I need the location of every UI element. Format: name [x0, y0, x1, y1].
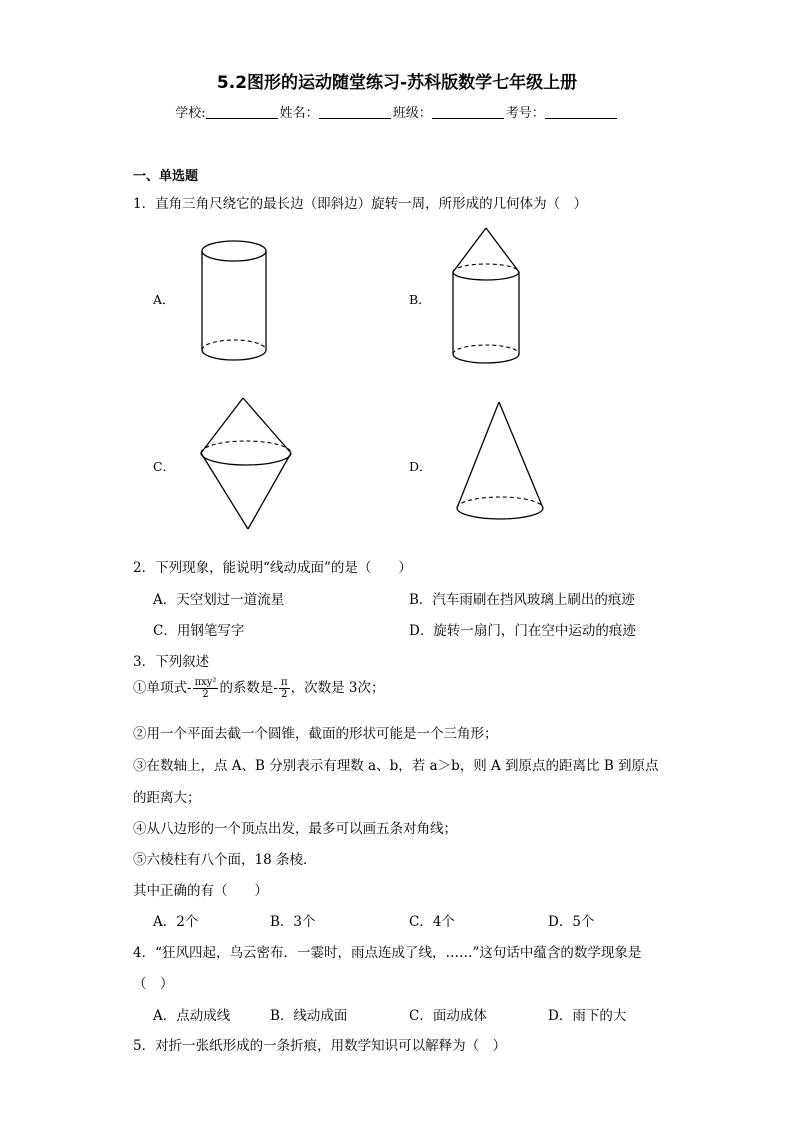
q3-s1-fraction	[193, 677, 219, 700]
q3-s1-fraction-2	[279, 677, 290, 700]
q3-s1-frac2-den: 2	[281, 689, 288, 700]
q2-option-c[interactable]: C．用钢笔写字	[153, 623, 245, 639]
q3-option-b[interactable]: B．3个	[270, 914, 316, 930]
q3-s1-mid: 的系数是-	[219, 680, 278, 696]
q3-statement-1	[133, 676, 384, 700]
double-cone-icon	[196, 396, 296, 532]
exam-no-label: 考号：	[505, 106, 545, 121]
q3-s1-suffix: ，次数是 3次；	[290, 680, 385, 696]
name-blank[interactable]	[319, 106, 391, 119]
question-4-stem-line-2: （ ）	[133, 976, 174, 992]
question-2-stem: 2．下列现象，能说明“线动成面”的是（ ）	[133, 560, 412, 576]
q3-option-d[interactable]: D．5个	[548, 914, 595, 930]
q3-s1-prefix: ①单项式-	[133, 680, 192, 696]
q3-s1-frac-den: 2	[202, 689, 209, 700]
q3-option-c[interactable]: C．4个	[409, 914, 455, 930]
q3-s1-frac2-num: π	[281, 677, 288, 688]
question-5-stem: 5．对折一张纸形成的一条折痕，用数学知识可以解释为（ ）	[133, 1038, 507, 1054]
q4-option-c[interactable]: C．面动成体	[409, 1008, 487, 1024]
q1-option-a-label[interactable]: A．	[153, 292, 175, 307]
q3-statement-4: ④从八边形的一个顶点出发，最多可以画五条对角线；	[133, 821, 457, 837]
class-label: 班级：	[392, 106, 432, 121]
q3-statement-2: ②用一个平面去截一个圆锥，截面的形状可能是一个三角形；	[133, 726, 498, 742]
q3-ask: 其中正确的有（ ）	[133, 883, 268, 899]
cone-icon	[453, 400, 549, 520]
q4-option-b[interactable]: B．线动成面	[270, 1008, 348, 1024]
question-4-stem-line-1: 4．“狂风四起，乌云密布．一霎时，雨点连成了线，……”这句话中蕴含的数学现象是	[133, 945, 642, 961]
q3-s1-frac-num: πxy²	[194, 677, 217, 688]
exam-no-blank[interactable]	[545, 106, 617, 119]
q1-option-b-label[interactable]: B．	[409, 292, 431, 307]
school-label: 学校:	[175, 106, 206, 121]
q3-statement-5: ⑤六棱柱有八个面，18 条棱．	[133, 852, 317, 868]
page-title: 5.2图形的运动随堂练习-苏科版数学七年级上册	[216, 73, 578, 93]
student-info-line	[0, 102, 794, 121]
question-3-stem: 3．下列叙述	[133, 654, 210, 670]
q3-option-a[interactable]: A．2个	[153, 914, 199, 930]
q3-statement-3-line-2: 的距离大；	[133, 790, 201, 806]
cone-on-cylinder-icon	[448, 226, 528, 371]
q2-option-a[interactable]: A．天空划过一道流星	[153, 592, 285, 608]
q4-option-a[interactable]: A．点动成线	[153, 1008, 231, 1024]
class-blank[interactable]	[432, 106, 504, 119]
question-1-stem: 1．直角三角尺绕它的最长边（即斜边）旋转一周，所形成的几何体为（ ）	[133, 196, 588, 212]
q1-option-d-label[interactable]: D．	[409, 459, 432, 474]
name-label: 姓名：	[279, 106, 319, 121]
q4-option-d[interactable]: D．雨下的大	[548, 1008, 627, 1024]
q3-statement-3-line-1: ③在数轴上，点 A、B 分别表示有理数 a、b，若 a＞b，则 A 到原点的距离比 B 到原点	[133, 758, 659, 774]
cylinder-icon	[196, 236, 276, 368]
q1-option-c-label[interactable]: C．	[153, 459, 176, 474]
school-blank[interactable]	[206, 106, 278, 119]
q2-option-d[interactable]: D．旋转一扇门，门在空中运动的痕迹	[409, 623, 636, 639]
section-title: 一、单选题	[133, 169, 199, 184]
q2-option-b[interactable]: B．汽车雨刷在挡风玻璃上刷出的痕迹	[409, 592, 635, 608]
